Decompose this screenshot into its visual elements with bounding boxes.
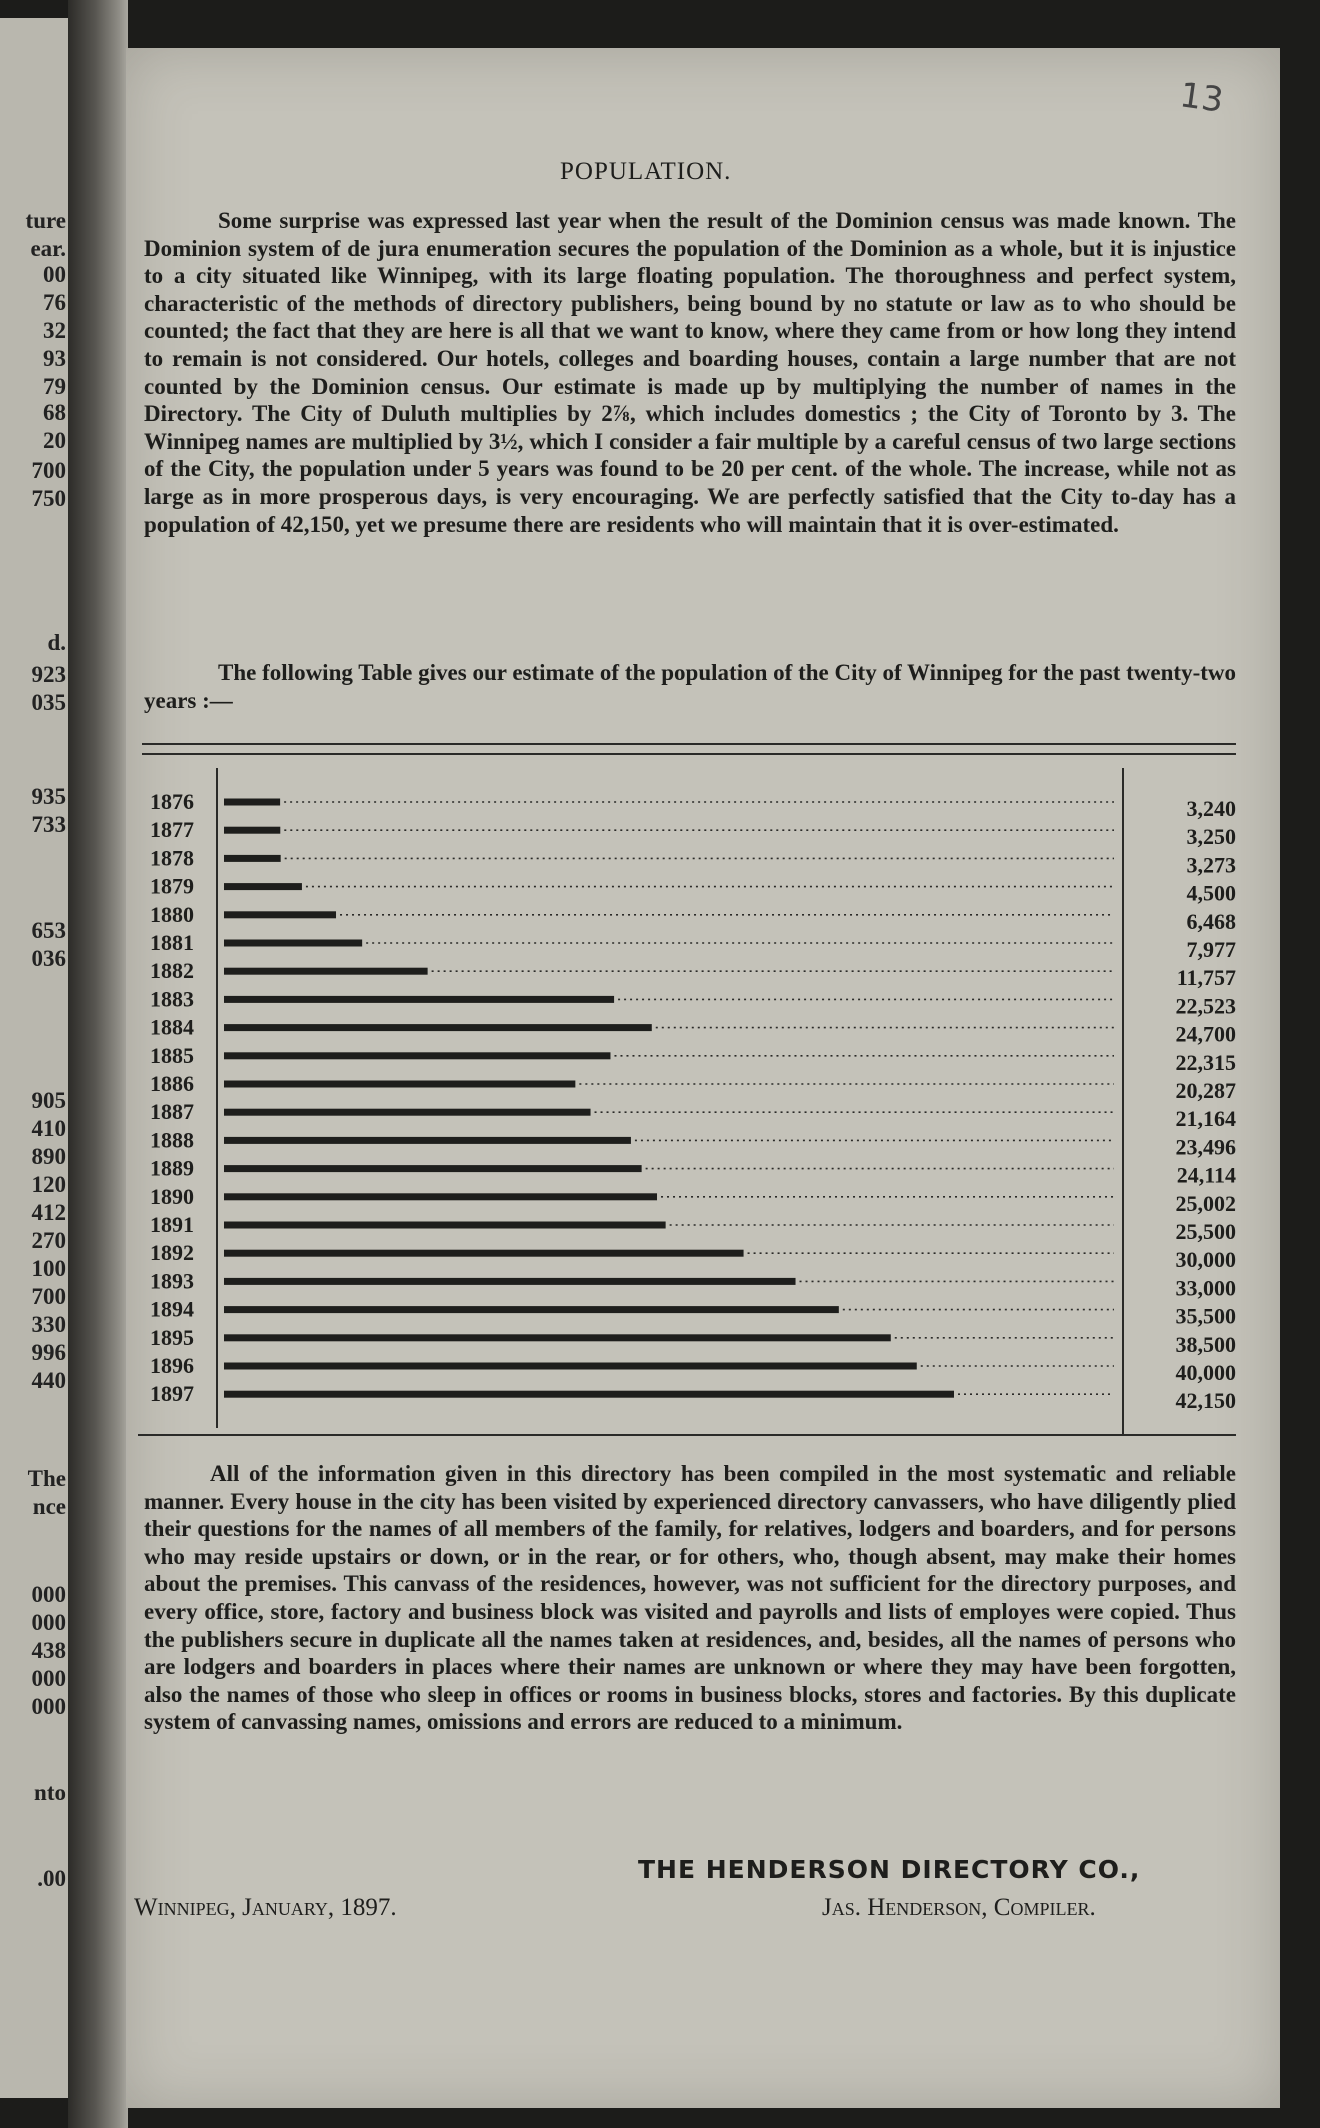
population-value-label: 33,000 bbox=[1175, 1275, 1236, 1301]
population-value-label: 3,273 bbox=[1186, 852, 1236, 878]
year-label: 1877 bbox=[150, 817, 194, 843]
table-intro: The following Table gives our estimate of the population of the City of Winnipeg for the past twenty-two years :— bbox=[144, 660, 1236, 713]
facing-page-fragment: d. bbox=[47, 630, 66, 655]
year-label: 1894 bbox=[150, 1296, 194, 1322]
facing-page-fragment: 100 bbox=[31, 1256, 66, 1281]
year-label: 1887 bbox=[150, 1099, 194, 1125]
population-value-label: 6,468 bbox=[1186, 908, 1236, 934]
facing-page-fragment: 32 bbox=[43, 318, 66, 343]
compiler-line: Jas. Henderson, Compiler. bbox=[822, 1894, 1096, 1921]
population-value-label: 25,002 bbox=[1175, 1190, 1236, 1216]
facing-page-fragment: 68 bbox=[43, 400, 66, 425]
table-bottom-rule bbox=[138, 1434, 1236, 1436]
population-value-label: 3,240 bbox=[1186, 796, 1236, 821]
population-value-label: 24,114 bbox=[1176, 1162, 1236, 1188]
facing-page-fragment: 93 bbox=[43, 346, 66, 371]
facing-page-fragment: 700 bbox=[31, 1284, 66, 1309]
year-label: 1893 bbox=[150, 1268, 194, 1294]
facing-page-fragment: 410 bbox=[31, 1116, 66, 1141]
facing-page-fragment: 733 bbox=[31, 812, 66, 837]
year-label: 1876 bbox=[150, 789, 194, 814]
facing-page-fragment: 412 bbox=[31, 1200, 66, 1225]
population-value-label: 11,757 bbox=[1176, 965, 1236, 991]
year-label: 1888 bbox=[150, 1127, 194, 1153]
table-right-rule bbox=[1122, 768, 1124, 1436]
population-value-label: 40,000 bbox=[1175, 1360, 1236, 1385]
year-label: 1884 bbox=[150, 1014, 194, 1040]
facing-page-fragment: 923 bbox=[31, 662, 66, 687]
year-label: 1889 bbox=[150, 1155, 194, 1181]
population-value-label: 4,500 bbox=[1186, 880, 1236, 906]
facing-page-fragment: .00 bbox=[37, 1866, 66, 1891]
place-date: Winnipeg, January, 1897. bbox=[134, 1894, 397, 1921]
facing-page-fragment: nce bbox=[32, 1494, 66, 1519]
population-value-label: 22,315 bbox=[1175, 1049, 1236, 1075]
facing-page-fragment: nto bbox=[34, 1780, 66, 1805]
facing-page-fragment: 000 bbox=[31, 1582, 66, 1607]
year-label: 1878 bbox=[150, 845, 194, 871]
year-label: 1882 bbox=[150, 958, 194, 984]
year-label: 1890 bbox=[150, 1183, 194, 1209]
population-value-label: 23,496 bbox=[1175, 1134, 1236, 1160]
page-number: 13 bbox=[1177, 75, 1226, 121]
year-label: 1897 bbox=[150, 1381, 194, 1407]
facing-page-fragment: 905 bbox=[31, 1088, 66, 1113]
table-top-rule bbox=[142, 743, 1236, 745]
year-label: 1879 bbox=[150, 873, 194, 899]
year-label: 1896 bbox=[150, 1353, 194, 1378]
facing-page-fragment: 653 bbox=[31, 918, 66, 943]
population-value-label: 22,523 bbox=[1175, 993, 1236, 1019]
facing-page-fragment: 76 bbox=[43, 290, 66, 315]
book-gutter bbox=[68, 0, 128, 2128]
table-top-rule-2 bbox=[142, 753, 1236, 755]
facing-page-fragment: 890 bbox=[31, 1144, 66, 1169]
year-label: 1885 bbox=[150, 1042, 194, 1068]
facing-page-fragment: 120 bbox=[31, 1172, 66, 1197]
facing-page-fragment: 330 bbox=[31, 1312, 66, 1337]
facing-page-fragment: 000 bbox=[31, 1666, 66, 1691]
facing-page-fragment: The bbox=[27, 1466, 66, 1491]
year-label: 1895 bbox=[150, 1324, 194, 1350]
facing-page-fragment: 996 bbox=[31, 1340, 66, 1365]
facing-page-fragment: 440 bbox=[31, 1368, 66, 1393]
facing-page-fragment: 000 bbox=[31, 1694, 66, 1719]
year-label: 1881 bbox=[150, 930, 194, 955]
facing-page-fragment: 438 bbox=[31, 1638, 66, 1663]
company-name: THE HENDERSON DIRECTORY CO., bbox=[638, 1855, 1141, 1884]
population-value-label: 30,000 bbox=[1175, 1247, 1236, 1273]
facing-page-fragment: 000 bbox=[31, 1610, 66, 1635]
table-left-rule bbox=[216, 768, 218, 1428]
population-value-label: 25,500 bbox=[1175, 1219, 1236, 1244]
facing-page-fragment: 00 bbox=[43, 262, 66, 287]
facing-page-fragment: 935 bbox=[31, 784, 66, 809]
facing-page-fragment: ture bbox=[25, 208, 66, 233]
facing-page-fragment: 700 bbox=[31, 458, 66, 483]
population-value-label: 42,150 bbox=[1175, 1388, 1236, 1414]
year-label: 1883 bbox=[150, 986, 194, 1012]
population-value-label: 35,500 bbox=[1175, 1303, 1236, 1329]
closing-paragraph: All of the information given in this directory has been compiled in the most systematic and reliable manner. Every house in the city has been visited by experienced directory canvassers, who have diligently plied their questions for the names of all members of the family, for relatives, lodgers and boarders, and for persons who may reside upstairs or down, or in the rear, or for others, who, though absent, may make their homes about the premises. This canvass of the residences, however, was not sufficient for the directory purposes, and every office, store, factory and business block was visited and payrolls and lists of employes were copied. Thus the publishers secure in duplicate all the names taken at residences, and, besides, all the names of persons who are lodgers and boarders in places where their names are unknown or where they may have been forgotten, also the names of those who sleep in offices or rooms in business blocks, stores and factories. By this duplicate system of canvassing names, omissions and errors are reduced to a minimum. bbox=[144, 1461, 1236, 1735]
facing-page-fragment: ear. bbox=[30, 236, 66, 261]
facing-page-fragment: 035 bbox=[31, 690, 66, 715]
year-label: 1880 bbox=[150, 901, 194, 927]
facing-page-fragment: 270 bbox=[31, 1228, 66, 1253]
year-label: 1886 bbox=[150, 1071, 194, 1096]
year-label: 1892 bbox=[150, 1240, 194, 1266]
population-value-label: 38,500 bbox=[1175, 1331, 1236, 1357]
year-label: 1891 bbox=[150, 1212, 194, 1237]
facing-page-fragment: 750 bbox=[31, 486, 66, 511]
intro-paragraph: Some surprise was expressed last year when the result of the Dominion census was made known. The Dominion system of de jura enumeration secures the population of the Dominion as a whole, but it is injustice to a city situated like Winnipeg, with its large floating population. The thoroughness and perfect system, characteristic of the methods of directory publishers, being bound by no statute or law as to who should be counted; the fact that they are here is all that we want to know, where they came from or how long they intend to remain is not considered. Our hotels, colleges and boarding houses, contain a large number that are not counted by the Dominion census. Our estimate is made up by multiplying the number of names in the Directory. The City of Duluth multiplies by 2⅞, which includes domestics ; the City of Toronto by 3. The Winnipeg names are multiplied by 3½, which I consider a fair multiple by a careful census of two large sections of the City, the population under 5 years was found to be 20 per cent. of the whole. The increase, while not as large as in more prosperous days, is very encouraging. We are perfectly satisfied that the City to-day has a population of 42,150, yet we presume there are residents who will maintain that it is over-estimated. bbox=[144, 208, 1236, 537]
facing-page-fragment: 036 bbox=[31, 946, 66, 971]
facing-page-fragment: 20 bbox=[43, 428, 66, 453]
facing-page-fragment: 79 bbox=[43, 374, 66, 399]
page-title: POPULATION. bbox=[560, 158, 732, 185]
population-value-label: 20,287 bbox=[1175, 1078, 1236, 1103]
population-value-label: 21,164 bbox=[1175, 1106, 1236, 1132]
facing-page-edge bbox=[0, 18, 68, 2098]
population-value-label: 24,700 bbox=[1175, 1021, 1236, 1047]
population-value-label: 3,250 bbox=[1186, 824, 1236, 850]
population-value-label: 7,977 bbox=[1186, 937, 1236, 962]
